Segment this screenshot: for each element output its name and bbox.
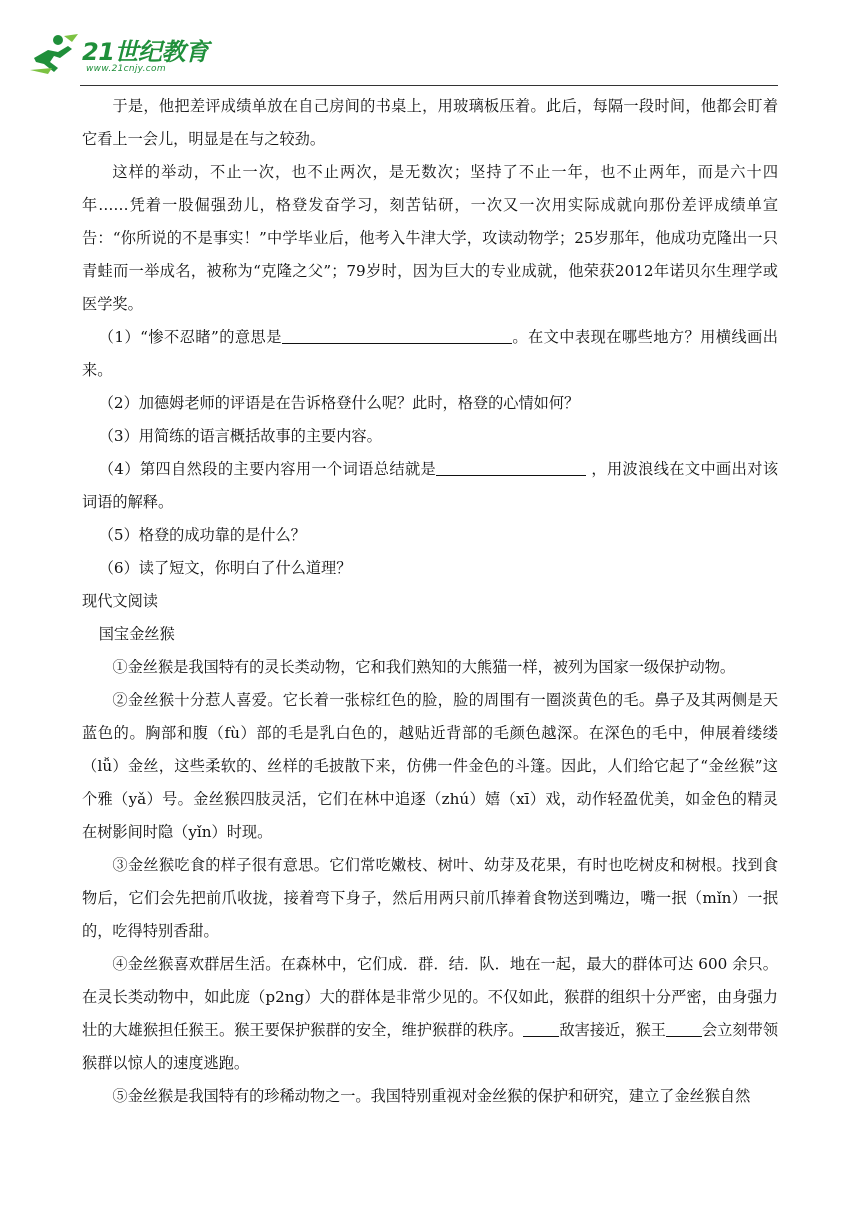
runner-logo-icon: [28, 32, 80, 76]
answer-blank[interactable]: [523, 1021, 559, 1037]
header-divider: [80, 85, 778, 86]
article-paragraph-3: ③金丝猴吃食的样子很有意思。它们常吃嫩枝、树叶、幼芽及花果，有时也吃树皮和树根。找到食物后，它们会先把前爪收拢，接着弯下身子，然后用两只前爪捧着食物送到嘴边，嘴一抿（mǐn）一抿的，吃得特别香甜。: [82, 856, 778, 940]
article-paragraph-1: ①金丝猴是我国特有的灵长类动物，它和我们熟知的大熊猫一样，被列为国家一级保护动物。: [112, 658, 736, 676]
question-5: （5）格登的成功靠的是什么？: [98, 526, 306, 544]
site-logo: [22, 28, 212, 80]
paragraph-4-text: ④金丝猴喜欢群居生活。在森林中，它们成．群．结．队．地在一起，最大的群体可达 600 余只。在灵长类动物中，如此庞（p2ng）大的群体是非常少见的。不仅如此，猴群的组织十分严密，由身强力壮的大雄猴担任猴王。猴王要保护猴群的安全，维护猴群的秩序。: [82, 955, 778, 1039]
question-4-text: （4）第四自然段的主要内容用一个词语总结就是: [98, 460, 437, 478]
question-4: [82, 453, 778, 519]
answer-blank[interactable]: [436, 460, 586, 476]
question-1-text: （1）“惨不忍睹”的意思是: [98, 328, 282, 346]
question-1: [82, 321, 778, 387]
article-paragraph-5: ⑤金丝猴是我国特有的珍稀动物之一。我国特别重视对金丝猴的保护和研究，建立了金丝猴自然: [112, 1087, 751, 1105]
question-6: （6）读了短文，你明白了什么道理？: [98, 559, 352, 577]
paragraph-4-middle: 敌害接近，猴王: [559, 1021, 666, 1039]
article-title: 国宝金丝猴: [98, 625, 175, 643]
question-3: （3）用简练的语言概括故事的主要内容。: [98, 427, 382, 445]
logo-text: 21世纪教育: [82, 38, 209, 66]
logo-url: www.21cnjy.com: [86, 64, 166, 74]
question-2: （2）加德姆老师的评语是在告诉格登什么呢？此时，格登的心情如何？: [98, 394, 580, 412]
document-body: [82, 90, 778, 1113]
article-paragraph-2: ②金丝猴十分惹人喜爱。它长着一张棕红色的脸，脸的周围有一圈淡黄色的毛。鼻子及其两侧是天蓝色的。胸部和腹（fù）部的毛是乳白色的，越贴近背部的毛颜色越深。在深色的毛中，伸展着缕缕（lǚ）金丝，这些柔软的、丝样的毛披散下来，仿佛一件金色的斗篷。因此，人们给它起了“金丝猴”这个雅（yǎ）号。金丝猴四肢灵活，它们在林中追逐（zhú）嬉（xī）戏，动作轻盈优美，如金色的精灵在树影间时隐（yǐn）时现。: [82, 691, 778, 841]
article-paragraph-4: [82, 948, 778, 1080]
section-heading: 现代文阅读: [82, 592, 158, 610]
paragraph-4-tail: 会立刻带领猴群以惊人的速度逃跑。: [82, 1021, 778, 1072]
page-header: [22, 28, 782, 84]
answer-blank[interactable]: [666, 1021, 702, 1037]
answer-blank[interactable]: [282, 328, 512, 344]
question-1-tail: 。在文中表现在哪些地方？用横线画出来。: [82, 328, 778, 379]
paragraph-2: 这样的举动，不止一次，也不止两次，是无数次；坚持了不止一年，也不止两年，而是六十四年……凭着一股倔强劲儿，格登发奋学习，刻苦钻研，一次又一次用实际成就向那份差评成绩单宣告：“你所说的不是事实！”中学毕业后，他考入牛津大学，攻读动物学；25岁那年，他成功克隆出一只青蛙而一举成名，被称为“克隆之父”；79岁时，因为巨大的专业成就，他荣获2012年诺贝尔生理学或医学奖。: [82, 163, 778, 313]
paragraph-1: 于是，他把差评成绩单放在自己房间的书桌上，用玻璃板压着。此后，每隔一段时间，他都会盯着它看上一会儿，明显是在与之较劲。: [82, 97, 778, 148]
question-4-tail: ，用波浪线在文中画出对该词语的解释。: [82, 460, 779, 511]
